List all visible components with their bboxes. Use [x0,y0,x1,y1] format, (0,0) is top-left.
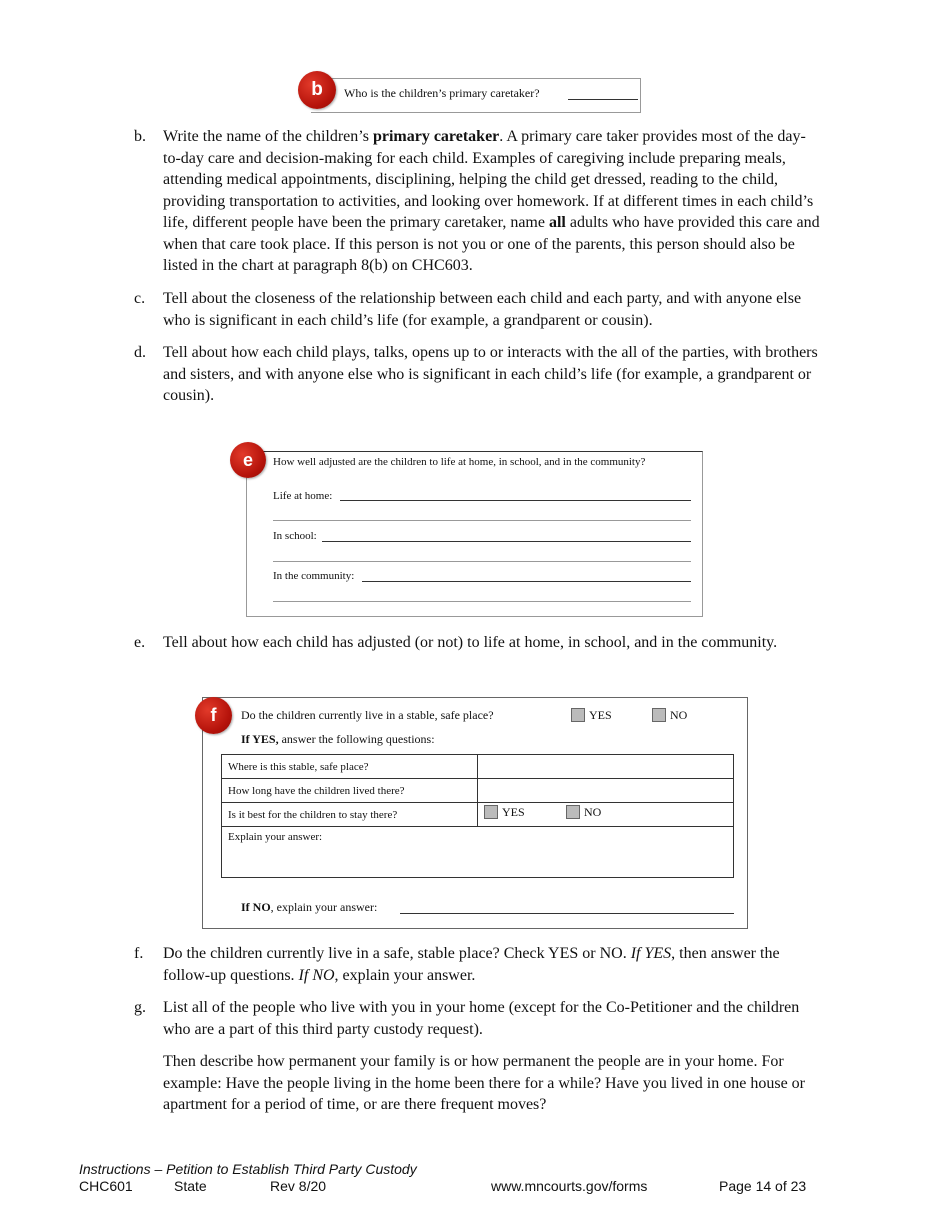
best-yes-label: YES [502,805,525,819]
stable-no-checkbox[interactable] [652,708,666,722]
if-no-bold: If NO [241,900,271,914]
item-b-l6: when that care took place. If this person is not you or one of the parents, this person should also be [163,235,795,253]
item-f-l1b: If YES [630,945,672,962]
row-how-long-label: How long have the children lived there? [222,779,478,803]
item-b-l2: to-day care and decision-making for each child. Examples of caregiving include preparing meals, [163,149,786,167]
item-b-l1a: Write the name of the children’s [163,128,373,145]
item-b-l4: providing transportation to activities, and looking over homework. If at different times in each child’s [163,192,814,210]
badge-f: f [195,697,232,734]
row-best-label: Is it best for the children to stay there? [222,803,478,827]
item-f-l2a: follow-up questions. [163,966,299,984]
footer-rev: Rev 8/20 [270,1178,327,1194]
item-g-label: g. [134,999,146,1016]
box-b-answer-line [568,84,638,100]
item-c-l2: who is significant in each child’s life (for example, a grandparent or cousin). [163,311,653,329]
if-no-rest: , explain your answer: [270,900,378,914]
item-d-label: d. [134,344,146,361]
item-b-text [163,126,820,277]
item-f-l1c: , then answer the [671,945,780,962]
table-row [222,779,734,803]
item-f-l2c: , explain your answer. [334,966,476,984]
stable-place-table [221,754,734,878]
item-d-l2: and sisters, and with anyone else who is significant in each child’s life (for example, a grandparent or [163,365,812,383]
in-community-line2[interactable] [273,590,691,602]
item-b-label: b. [134,128,146,145]
box-e-in-community: In the community: [273,570,355,582]
item-g-l4: example: Have the people living in the home been there for a while? Have you lived in one house or [163,1074,806,1092]
item-f-label: f. [134,945,144,962]
badge-e: e [230,442,266,478]
if-no-explain-field[interactable] [400,899,734,914]
table-row [222,755,734,779]
best-no-label: NO [584,805,602,819]
if-yes-instruction [241,732,435,747]
table-row [222,827,734,878]
item-d-l3: cousin). [163,387,215,404]
footer-title: Instructions – Petition to Establish Third Party Custody [79,1161,417,1177]
item-c-l1: Tell about the closeness of the relationship between each child and each party, and with anyone else [163,290,802,307]
badge-b: b [298,71,336,109]
if-yes-bold: If YES, [241,732,279,746]
item-b-l1b: primary caretaker [372,128,500,145]
table-row [222,803,734,827]
stable-yes-checkbox[interactable] [571,708,585,722]
item-b-l1c: . A primary care taker provides most of the day- [499,128,806,145]
in-school-line2[interactable] [273,550,691,562]
item-g-l5: apartment for a period of time, or are there frequent moves? [163,1096,547,1113]
item-b-l5b: all [548,214,566,231]
life-at-home-field[interactable] [340,488,691,501]
row-how-long-field[interactable] [478,779,734,803]
best-yes-checkbox[interactable] [484,805,498,819]
item-g-l1: List all of the people who live with you in your home (except for the Co-Petitioner and the children [163,999,800,1016]
box-e-life-at-home: Life at home: [273,490,333,502]
in-community-field[interactable] [362,569,691,582]
box-b-question: Who is the children’s primary caretaker? [344,86,540,100]
item-f-l1a: Do the children currently live in a safe, stable place? Check YES or NO. [163,945,631,962]
stable-yes-label: YES [589,708,612,722]
item-g-l2: who are a part of this third party custody request). [163,1020,483,1038]
item-b-l7: listed in the chart at paragraph 8(b) on CHC603. [163,257,473,274]
footer-form: CHC601 [79,1178,133,1194]
row-where-field[interactable] [478,755,734,779]
if-no-instruction [241,900,377,915]
item-b-l5c: adults who have provided this care and [565,214,820,231]
best-no-checkbox[interactable] [566,805,580,819]
footer-url: www.mncourts.gov/forms [491,1178,648,1194]
item-d-l1: Tell about how each child plays, talks, opens up to or interacts with the all of the parties, with brothers [163,344,818,361]
footer-page: Page 14 of 23 [719,1178,807,1194]
row-explain[interactable] [222,827,734,878]
item-e-label: e. [134,634,146,651]
box-f-question: Do the children currently live in a stable, safe place? [241,708,494,722]
item-b-l5a: life, different people have been the primary caretaker, name [163,214,549,231]
box-e-question: How well adjusted are the children to life at home, in school, and in the community? [273,456,646,468]
life-at-home-line2[interactable] [273,509,691,521]
item-f-l2b: If NO [298,966,335,984]
item-g-l3: Then describe how permanent your family is or how permanent the people are in your home. For [163,1053,784,1070]
in-school-field[interactable] [322,529,691,542]
item-e-l1: Tell about how each child has adjusted (or not) to life at home, in school, and in the community. [163,634,778,651]
item-b-l3: attending medical appointments, disciplining, helping the child get dressed, reading to the child, [163,171,778,188]
footer-state: State [174,1178,207,1194]
row-where-label: Where is this stable, safe place? [222,755,478,779]
box-e-in-school: In school: [273,530,317,542]
row-explain-label: Explain your answer: [228,831,323,843]
item-c-label: c. [134,290,146,307]
if-yes-rest: answer the following questions: [278,732,435,746]
stable-no-label: NO [670,708,688,722]
